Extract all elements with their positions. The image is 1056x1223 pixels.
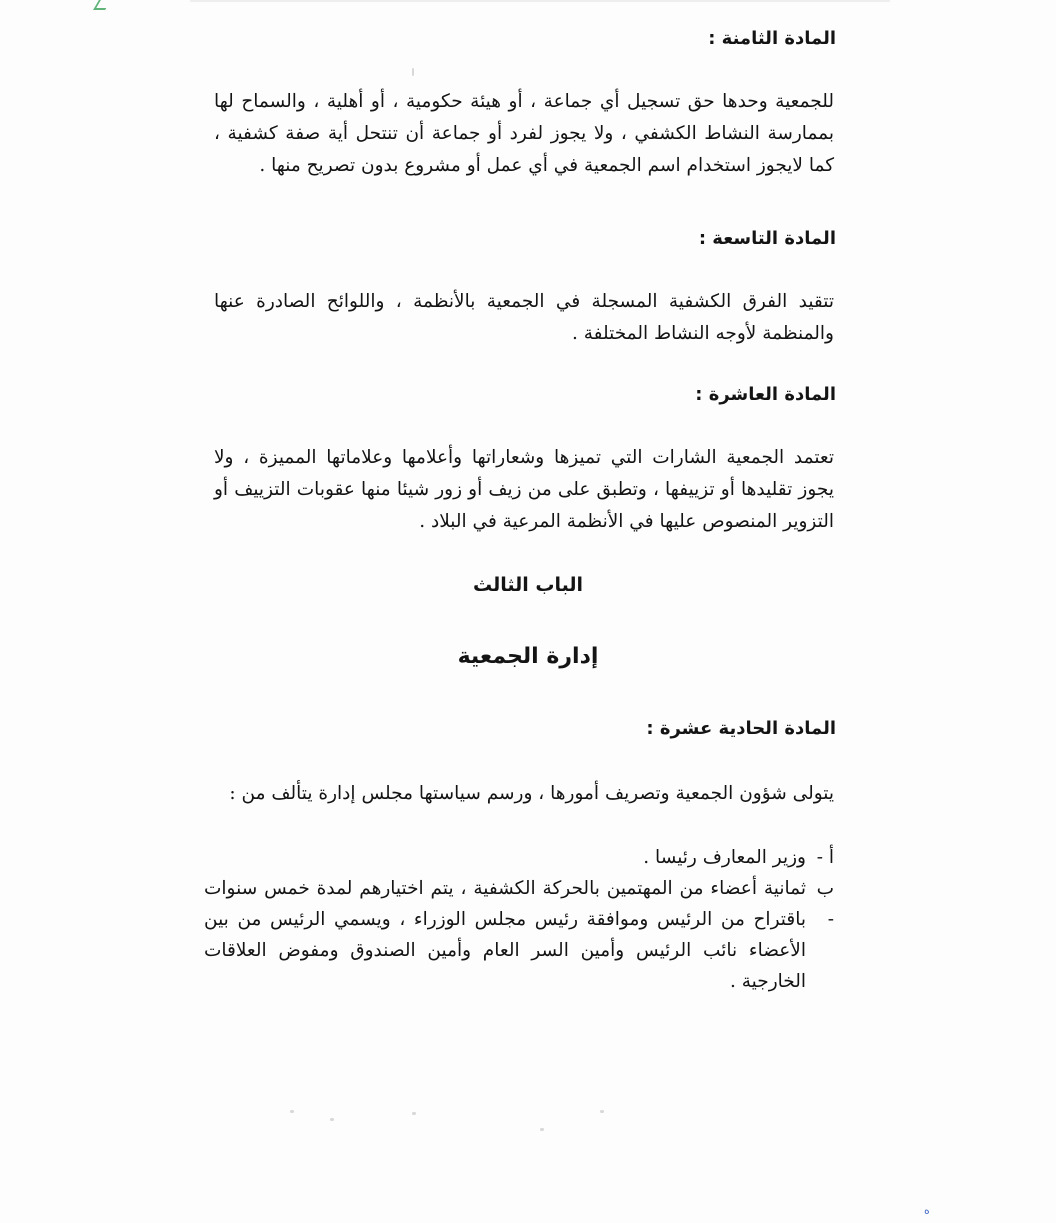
article-8-heading: المادة الثامنة : (708, 28, 836, 49)
chapter-subtitle: إدارة الجمعية (457, 644, 599, 669)
list-item (204, 873, 834, 997)
scan-speck (330, 1118, 334, 1121)
article-11-intro: يتولى شؤون الجمعية وتصريف أمورها ، ورسم سياستها مجلس إدارة يتألف من : (229, 783, 834, 804)
top-scan-edge (190, 0, 890, 2)
article-8-body: للجمعية وحدها حق تسجيل أي جماعة ، أو هيئة حكومية ، أو أهلية ، والسماح لها بممارسة النشاط الكشفي ، ولا يجوز لفرد أو جماعة أن تنتحل أية صفة كشفية ، كما لايجوز استخدام اسم الجمعية في أي عمل أو مشروع بدون تصريح منها . (214, 91, 834, 176)
list-marker: أ - (816, 847, 834, 868)
article-9-body: تتقيد الفرق الكشفية المسجلة في الجمعية بالأنظمة ، واللوائح الصادرة عنها والمنظمة لأوجه النشاط المختلفة . (214, 291, 834, 344)
list-item-text: وزير المعارف رئيسا . (643, 847, 806, 868)
article-10-body: تعتمد الجمعية الشارات التي تميزها وشعاراتها وأعلامها وعلاماتها المميزة ، ولا يجوز تقليدها أو تزييفها ، وتطبق على من زيف أو زور شيئا منها عقوبات التزييف أو التزوير المنصوص عليها في الأنظمة المرعية في البلاد . (214, 447, 834, 532)
scan-speck (600, 1110, 604, 1113)
article-9-heading: المادة التاسعة : (698, 228, 836, 249)
list-item (204, 842, 834, 873)
scan-speck (412, 68, 414, 76)
article-11-heading: المادة الحادية عشرة : (646, 718, 836, 739)
scan-speck (290, 1110, 294, 1113)
page-mark: ه (924, 1204, 930, 1217)
scan-speck (540, 1128, 544, 1131)
corner-pen-mark (93, 0, 111, 10)
list-marker: ب - (816, 878, 834, 930)
article-11-list (204, 842, 834, 997)
article-10-heading: المادة العاشرة : (695, 384, 836, 405)
scan-speck (412, 1112, 416, 1115)
chapter-title: الباب الثالث (472, 574, 584, 596)
list-item-text: ثمانية أعضاء من المهتمين بالحركة الكشفية ، يتم اختيارهم لمدة خمس سنوات باقتراح من الرئيس وموافقة رئيس مجلس الوزراء ، ويسمي الرئيس من بين الأعضاء نائب الرئيس وأمين السر العام وأمين الصندوق ومفوض العلاقات الخارجية . (204, 878, 806, 992)
